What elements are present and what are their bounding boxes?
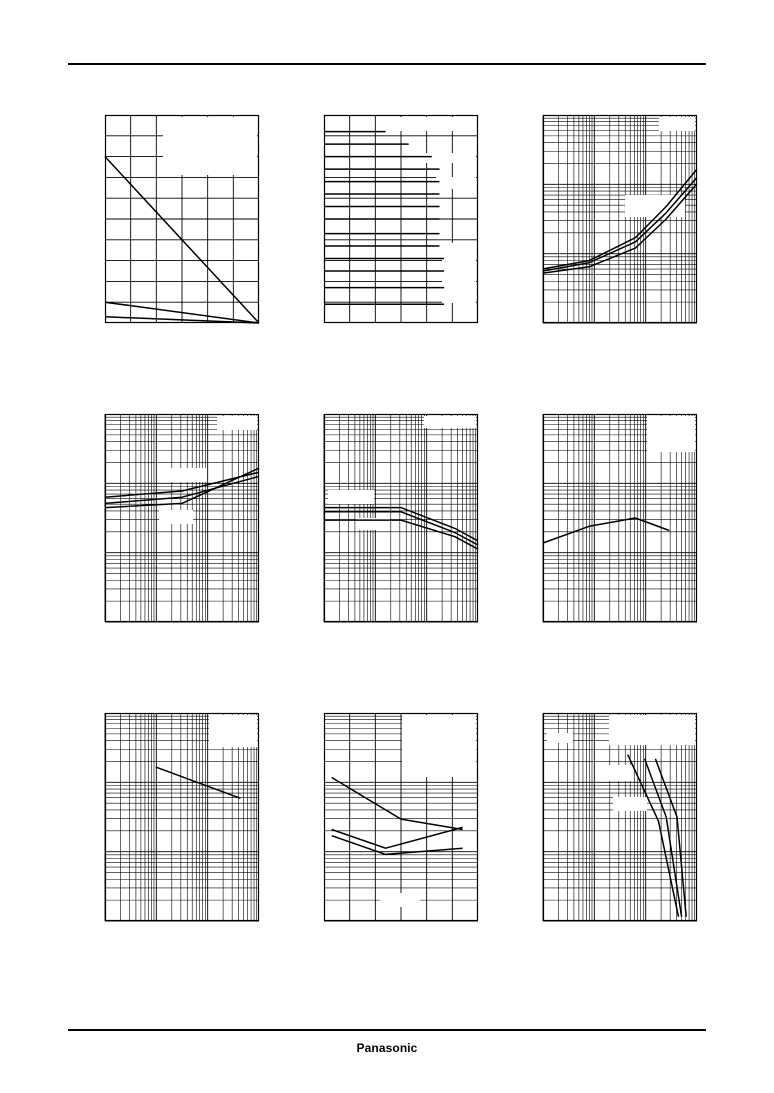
legend-area	[436, 177, 476, 189]
legend-area	[163, 117, 257, 175]
legend-area	[599, 765, 633, 781]
legend-area	[209, 715, 257, 747]
grid-lines	[324, 414, 478, 622]
legend-area	[159, 510, 193, 524]
plot-frame	[544, 116, 697, 323]
legend-area	[659, 117, 695, 131]
legend-area	[402, 715, 476, 777]
legend-area	[217, 416, 257, 430]
graph-3	[543, 115, 697, 323]
legend-area	[547, 733, 573, 743]
legend-area	[613, 797, 647, 811]
legend-area	[386, 117, 476, 131]
legend-area	[442, 243, 476, 303]
header-rule	[68, 63, 706, 65]
graph-8	[324, 713, 478, 921]
footer-rule	[68, 1029, 706, 1031]
plot-frame	[325, 415, 478, 622]
legend-area	[424, 416, 476, 428]
legend-area	[380, 893, 420, 907]
legend-area	[167, 468, 207, 482]
graph-2	[324, 115, 478, 323]
legend-area	[424, 153, 476, 163]
grid-lines	[543, 115, 697, 323]
legend-area	[647, 416, 695, 452]
series-line-3	[324, 520, 478, 549]
series-line-1	[543, 518, 669, 543]
panasonic-logo: Panasonic	[356, 1041, 418, 1055]
graph-7	[105, 713, 259, 921]
graph-1	[105, 115, 259, 323]
graph-4	[105, 414, 259, 622]
series-line-1	[628, 755, 679, 917]
graph-6	[543, 414, 697, 622]
legend-area	[625, 195, 685, 217]
graph-9	[543, 713, 697, 921]
graph-5	[324, 414, 478, 622]
legend-area	[328, 490, 374, 504]
legend-area	[609, 715, 695, 745]
